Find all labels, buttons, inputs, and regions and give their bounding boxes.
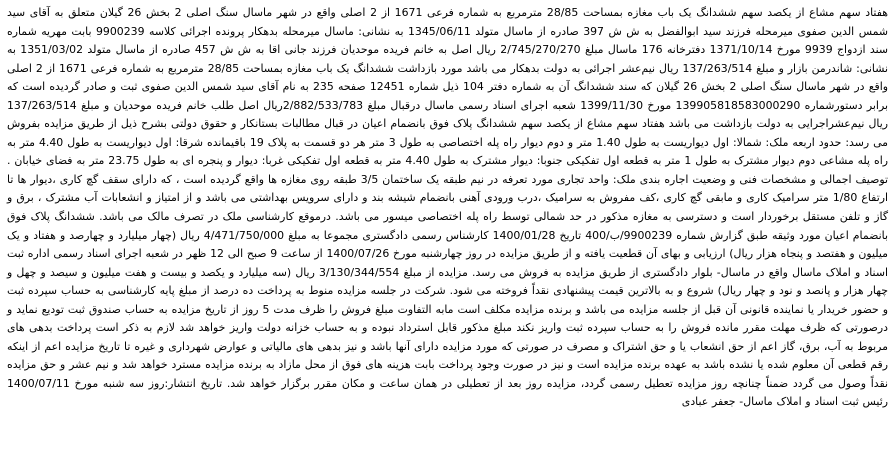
auction-notice-text: هفتاد سهم مشاع از یکصد سهم ششدانگ یک باب مغازه بمساحت 28/85 مترمربع به شماره فرعی 1671 از 2 اصلی واقع در شهر ماسال سنگ اصلی 2 بخش 26 گیلان متعلق به آقای سید شمس الدین صفوی میرمحله فرزند سید ابوالفضل به ش ش 397 صادره از ماسال متولد 1345/06/11 به نشانی: ماسال میرمحله بدهکار پرونده اجرائی کلاسه 9900239 بابت مهریه شماره سند ازدواج 9939 مورخ 1371/10/14 دفترخانه 176 ماسال مبلغ 2/745/270/270 ریال اصل به خانم فریده موحدیان فرزند جانی اقا به ش ش 457 صادره از ماسال متولد 1351/03/02 به نشانی: شاندرمن بازار و مبلغ 137/263/514 ریال نیم‌عشر اجرائی به دولت بدهکار می باشد مورد بازداشت ششدانگ یک باب مغازه بمساحت 28/85 مترمربع به شماره فرعی 1671 از 2 اصلی واقع در شهر ماسال سنگ اصلی 2 بخش 26 گیلان که سند ششدانگ آن به شماره دفتر 104 ذیل شماره 12451 صفحه 235 به نام آقای سید شمس الدین صفوی ثبت و صادر گردیده است که برابر دستورشماره 139905818583000290 مورخ 1399/11/30 شعبه اجرای اسناد رسمی ماسال درقبال مبلغ 2/882/533/783ریال اصل طلب خانم فریده موحدیان و مبلغ 137/263/514 ریال نیم‌عشراجرایی به دولت بازداشت می باشد هفتاد سهم مشاع از یکصد سهم ششدانگ پلاک فوق بانضمام اعیان در قبال مطالبات بستانکار و حقوق دولتی بشرح ذیل از طریق مزایده بفروش می رسد: حدود اربعه ملک: شمالا: اول دیواریست به طول 1.40 متر و دوم دیوار راه پله اختصاصی به طول 3 متر هر دو قسمت به پلاک 19 باقیمانده شرقا: اول دیواریست به طول 4.40 متر به راه پله مشاعی دوم دیوار مشترک به طول 1 متر به قطعه اول تفکیکی جنوبا: دیوار مشترک به طول 4.40 متر به قطعه اول تفکیکی غربا: دیوار و پنجره ای به طول 23.75 متر به فضای خیابان . توصیف اجمالی و مشخصات فنی و وضعیت اجاره بندی ملک: واحد تجاری مورد تعرفه در نیم طبقه یک ساختمان 3/5 طبقه روی مغازه ها واقع گردیده است ، که دارای سقف گچ کاری ،دیوار ها تا ارتفاع 1/80 متر سرامیک کاری و مابقی گچ کاری ،کف مفروش به سرامیک ،درب ورودی آهنی بانضمام شیشه بند و دارای سرویس بهداشتی می باشد و از امتیاز و انشعابات آب مشترک ، برق و گاز و تلفن مستقل برخوردار است و دسترسی به مغازه مذکور در حد شمالی توسط راه پله اختصاصی میسور می باشد. درموقع کارشناسی ملک در تصرف مالک می باشد. ششدانگ پلاک فوق بانضمام اعیان مورد وثیقه طبق گزارش شماره 9900239/ب/400 تاریخ 1400/01/28 کارشناس رسمی دادگستری مجموعا به مبلغ 4/471/750/000 ریال (چهار میلیارد و چهارصد و هفتاد و یک میلیون و هفتصد و پنجاه هزار ریال) ارزیابی و بهای آن قطعیت یافته و از طریق مزایده در روز چهارشنبه مورخ 1400/07/26 از ساعت 9 صبح الی 12 ظهر در شعبه اجرای اسناد رسمی اداره ثبت اسناد و املاک ماسال واقع در ماسال- بلوار دادگستری از طریق مزایده به فروش می رسد. مزایده از مبلغ 3/130/344/554 ریال (سه میلیارد و یکصد و بیست و هفت میلیون و سیصد و چهل و چهار هزار و پانصد و نود و چهار ریال) شروع و به بالاترین قیمت پیشنهادی نقداً فروخته می شود. شرکت در جلسه مزایده منوط به پرداخت ده درصد از مبلغ پایه کارشناسی به حساب سپرده ثبت و حضور خریدار یا نماینده قانونی آن قبل از جلسه مزایده می باشد و برنده مزایده مکلف است مابه التفاوت مبلغ فروش را ظرف مدت 5 روز از تاریخ مزایده به حساب صندوق ثبت تودیع نماید و درصورتی که ظرف مهلت مقرر مانده فروش را به حساب سپرده ثبت واریز نکند مبلغ مذکور قابل استرداد نبوده و به حساب خزانه دولت واریز خواهد شد لازم به ذکر است پرداخت بدهی های مربوط به آب، برق، گاز اعم از حق انشعاب یا و حق اشتراک و مصرف در صورتی که مورد مزایده دارای آنها باشد و نیز بدهی های مالیاتی و عوارض شهرداری و غیره تا تاریخ مزایده اعم از اینکه رقم قطعی آن معلوم شده یا نشده باشد به عهده برنده مزایده است و نیز در صورت وجود پرداخت بابت هزینه های فوق از محل مازاد به برنده مزایده مسترد خواهد شد و نیم عشر و حق مزایده نقداً وصول می گردد ضمناً چنانچه روز مزایده تعطیل رسمی گردد، مزایده روز بعد از تعطیلی در همان ساعت و مکان مقرر برگزار خواهد شد. تاریخ انتشار:روز سه شنبه مورخ 1400/07/11 رئیس ثبت اسناد و املاک ماسال- جعفر عبادی	[7, 6, 889, 409]
